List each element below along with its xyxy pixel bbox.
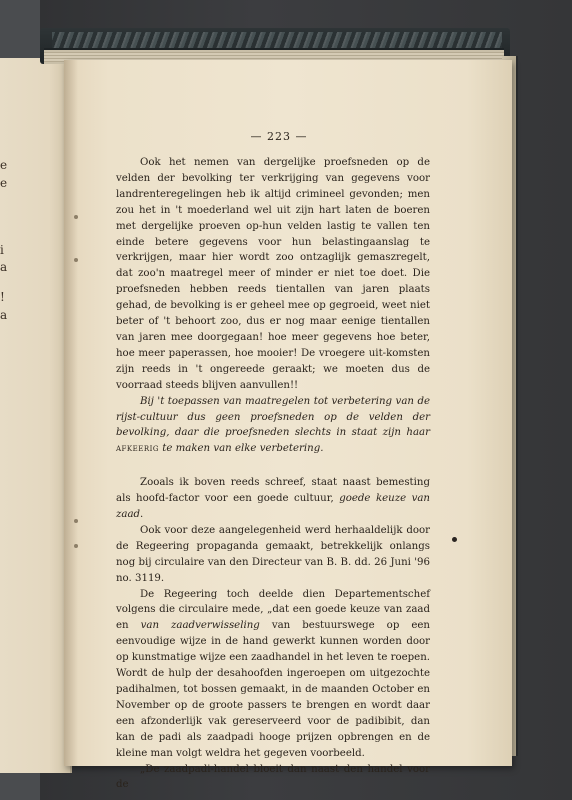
paragraph-text: Bij 't toepassen van maatregelen tot verbetering van de rijst-cultuur dus geen proefsneden op de velden der bevolking, daar die proefsneden slechts in staat zijn haar [116,395,430,439]
paragraph-text: Zooals ik boven reeds schreef, staat naast bemesting als hoofd-factor voor een goede cultuur, [116,477,430,505]
page-number: — 223 — [250,130,308,143]
left-page-glyph: a [0,308,8,322]
paragraph-text: van bestuurswege op een eenvoudige wijze in de hand gewerkt kunnen worden door op kunstmatige wijze een zaadhandel in het leven te roepen. Wordt de hulp der desahoofden ingeroepen om uitgezochte padihalmen, tot bossen gemaakt, in de maanden October en November op de groote passers te brengen en wordt daar een afzonderlijk vak gereserveerd voor de padibibit, dan kan de padi als zaadpadi hooge prijzen opbrengen en de kleine man volgt weldra het gegeven voorbeeld. [116,620,430,759]
paragraph-gap [116,457,430,475]
paragraph-text: . [140,509,144,521]
emphasis-text: afkeerig [116,443,159,455]
left-page-glyph: e [0,176,8,190]
emphasis-text: goede keuze van zaad [116,493,430,521]
paragraph: Ook het nemen van dergelijke proefsneden op de velden der bevolking ter verkrijging van gegevens voor landrenteregelingen heb ik altijd crimineel gevonden; men zou het in 't moederland wel uit zijn hart laten de boeren met dergelijke proeven op-hun velden lastig te vallen ten einde betere gegevens voor hun belastingaanslag te verkrijgen, maar hier wordt zoo ontzaglijk gemaszregelt, dat zoo'n maatregel meer of minder er niet toe doet. Die proefsneden hebben reeds tientallen van jaren plaats gehad, de bevolking is er geheel mee op gegroeid, weet niet beter of 't behoort zoo, dus er nog maar eenige tientallen van jaren mee doorgegaan! hoe meer gegevens hoe beter, hoe meer paperassen, hoe mooier! De vroegere uit-komsten zijn reeds in 't ongereede geraakt; we moeten dus de voorraad steeds blijven aanvullen!! [116,157,430,391]
spine-shadow [64,60,78,766]
paragraph-text: te maken van elke verbetering. [159,443,324,455]
paragraph: Ook voor deze aangelegenheid werd herhaaldelijk door de Regeering propaganda gemaakt, betrekkelijk onlangs nog bij circulaire van den Directeur van B. B. dd. 26 Juni '96 no. 3119. [116,524,430,584]
body-text [116,155,430,793]
paper-speck [452,537,457,542]
left-page-glyph: a [0,260,8,274]
paper-speck [74,519,78,523]
left-page-glyph: ! [0,290,5,304]
paper-speck [74,258,78,262]
left-page-glyph: i [0,243,4,257]
paper-speck [74,215,78,219]
paragraph-italic [116,394,430,458]
paragraph: „De zaadpadi-handel bloeit dan naast den handel voor de [116,763,430,791]
paper-speck [74,544,78,548]
left-page-glyph: e [0,158,8,172]
paragraph [116,475,430,523]
paragraph-text: De Regeering toch deelde dien Departementschef volgens die circulaire mede, „dat een goede keuze van zaad en [116,588,430,632]
left-facing-page [0,58,72,773]
paragraph [116,587,430,762]
emphasis-text: van zaadverwisseling [140,620,260,632]
